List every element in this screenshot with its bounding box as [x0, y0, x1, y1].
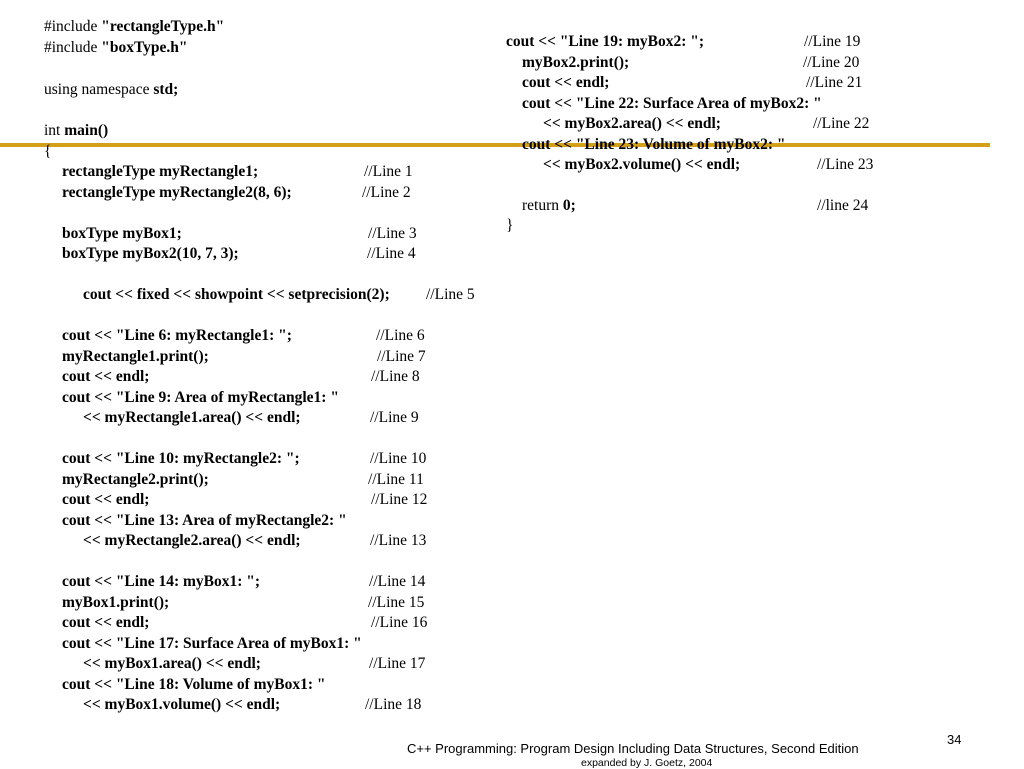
left-code-comment-13: //Line 8	[371, 368, 420, 385]
code-keyword-text: << myBox1.volume() << endl;	[83, 696, 281, 713]
code-text: int	[44, 122, 65, 139]
left-code-line-13	[62, 368, 149, 386]
code-keyword-text: myBox1.print();	[62, 594, 170, 611]
left-code-line-25	[83, 655, 261, 673]
left-code-line-15	[83, 409, 301, 427]
code-keyword-text: cout << "Line 14: myBox1: ";	[62, 573, 261, 590]
right-code-line-4	[522, 95, 822, 113]
left-code-comment-22: //Line 15	[368, 594, 425, 611]
left-code-comment-6: //Line 1	[364, 163, 413, 180]
code-keyword-text: "boxType.h"	[101, 39, 188, 56]
right-code-comment-8: //line 24	[817, 197, 869, 214]
left-code-line-1	[44, 18, 224, 36]
code-text: #include	[44, 18, 102, 35]
left-code-line-4	[44, 122, 108, 140]
code-keyword-text: myRectangle2.print();	[62, 471, 209, 488]
code-keyword-text: cout << endl;	[62, 491, 150, 508]
left-code-line-8	[62, 225, 182, 243]
left-code-comment-25: //Line 17	[369, 655, 426, 672]
footer-title: C++ Programming: Program Design Including Data Structures, Second Edition	[407, 741, 859, 756]
code-keyword-text: std;	[153, 81, 179, 98]
code-keyword-text: cout << "Line 10: myRectangle2: ";	[62, 450, 300, 467]
left-code-line-18	[62, 491, 149, 509]
left-code-line-23	[62, 614, 149, 632]
left-code-comment-20: //Line 13	[370, 532, 427, 549]
left-code-comment-21: //Line 14	[369, 573, 426, 590]
left-code-line-27	[83, 696, 280, 714]
left-code-comment-27: //Line 18	[365, 696, 422, 713]
left-code-comment-16: //Line 10	[370, 450, 427, 467]
code-text: using namespace	[44, 81, 154, 98]
right-code-line-2	[522, 54, 629, 72]
code-keyword-text: cout << endl;	[62, 368, 150, 385]
code-keyword-text: << myBox2.area() << endl;	[543, 115, 721, 132]
right-code-comment-2: //Line 20	[803, 54, 860, 71]
code-keyword-text: myRectangle1.print();	[62, 348, 209, 365]
code-keyword-text: cout << "Line 18: Volume of myBox1: "	[62, 676, 326, 693]
right-code-line-6	[522, 136, 786, 154]
left-code-line-10	[83, 286, 390, 304]
right-code-line-5	[543, 115, 721, 133]
right-code-line-7	[543, 156, 740, 174]
left-code-line-7	[62, 184, 292, 202]
left-code-line-14	[62, 389, 339, 407]
code-keyword-text: << myBox1.area() << endl;	[83, 655, 261, 672]
left-code-comment-7: //Line 2	[362, 184, 411, 201]
footer-credit: expanded by J. Goetz, 2004	[581, 757, 713, 769]
right-code-comment-7: //Line 23	[817, 156, 874, 173]
right-code-comment-5: //Line 22	[813, 115, 870, 132]
left-code-line-21	[62, 573, 260, 591]
decorative-rule	[0, 143, 990, 147]
code-keyword-text: cout << "Line 19: myBox2: ";	[506, 33, 705, 50]
code-text: return	[522, 197, 563, 214]
left-code-line-24	[62, 635, 362, 653]
left-code-comment-8: //Line 3	[368, 225, 417, 242]
code-keyword-text: cout << "Line 23: Volume of myBox2: "	[522, 136, 786, 153]
code-keyword-text: boxType myBox1;	[62, 225, 182, 242]
code-keyword-text: cout << "Line 22: Surface Area of myBox2: "	[522, 95, 822, 112]
code-text: {	[44, 143, 52, 160]
left-code-line-12	[62, 348, 209, 366]
code-keyword-text: myBox2.print();	[522, 54, 630, 71]
left-code-line-3	[44, 81, 178, 99]
right-code-comment-3: //Line 21	[806, 74, 863, 91]
code-keyword-text: "rectangleType.h"	[101, 18, 225, 35]
left-code-comment-17: //Line 11	[368, 471, 424, 488]
left-code-line-26	[62, 676, 326, 694]
left-code-comment-11: //Line 6	[376, 327, 425, 344]
page-number: 34	[947, 732, 962, 747]
left-code-comment-12: //Line 7	[377, 348, 426, 365]
left-code-comment-10: //Line 5	[426, 286, 475, 303]
code-keyword-text: << myRectangle1.area() << endl;	[83, 409, 301, 426]
right-code-line-9	[506, 217, 513, 235]
left-code-line-19	[62, 512, 347, 530]
code-keyword-text: << myRectangle2.area() << endl;	[83, 532, 301, 549]
code-keyword-text: cout << "Line 17: Surface Area of myBox1: "	[62, 635, 362, 652]
code-keyword-text: rectangleType myRectangle2(8, 6);	[62, 184, 292, 201]
right-code-line-3	[522, 74, 609, 92]
code-keyword-text: cout << endl;	[522, 74, 610, 91]
left-code-line-11	[62, 327, 292, 345]
code-keyword-text: cout << "Line 6: myRectangle1: ";	[62, 327, 292, 344]
code-keyword-text: cout << endl;	[62, 614, 150, 631]
left-code-comment-23: //Line 16	[371, 614, 428, 631]
code-keyword-text: cout << "Line 9: Area of myRectangle1: "	[62, 389, 339, 406]
code-keyword-text: cout << "Line 13: Area of myRectangle2: "	[62, 512, 347, 529]
code-text: #include	[44, 39, 102, 56]
left-code-line-9	[62, 245, 239, 263]
code-keyword-text: boxType myBox2(10, 7, 3);	[62, 245, 239, 262]
code-keyword-text: rectangleType myRectangle1;	[62, 163, 259, 180]
right-code-line-8	[522, 197, 576, 215]
left-code-line-22	[62, 594, 169, 612]
left-code-line-6	[62, 163, 258, 181]
left-code-line-17	[62, 471, 209, 489]
code-keyword-text: 0;	[562, 197, 576, 214]
left-code-line-2	[44, 39, 188, 57]
left-code-line-16	[62, 450, 300, 468]
left-code-line-5	[44, 143, 51, 161]
code-text: }	[506, 217, 514, 234]
right-code-comment-1: //Line 19	[804, 33, 861, 50]
right-code-line-1	[506, 33, 704, 51]
code-keyword-text: cout << fixed << showpoint << setprecision(2);	[83, 286, 390, 303]
left-code-comment-15: //Line 9	[370, 409, 419, 426]
code-keyword-text: << myBox2.volume() << endl;	[543, 156, 741, 173]
left-code-comment-18: //Line 12	[371, 491, 428, 508]
left-code-comment-9: //Line 4	[367, 245, 416, 262]
left-code-line-20	[83, 532, 301, 550]
code-keyword-text: main()	[64, 122, 109, 139]
